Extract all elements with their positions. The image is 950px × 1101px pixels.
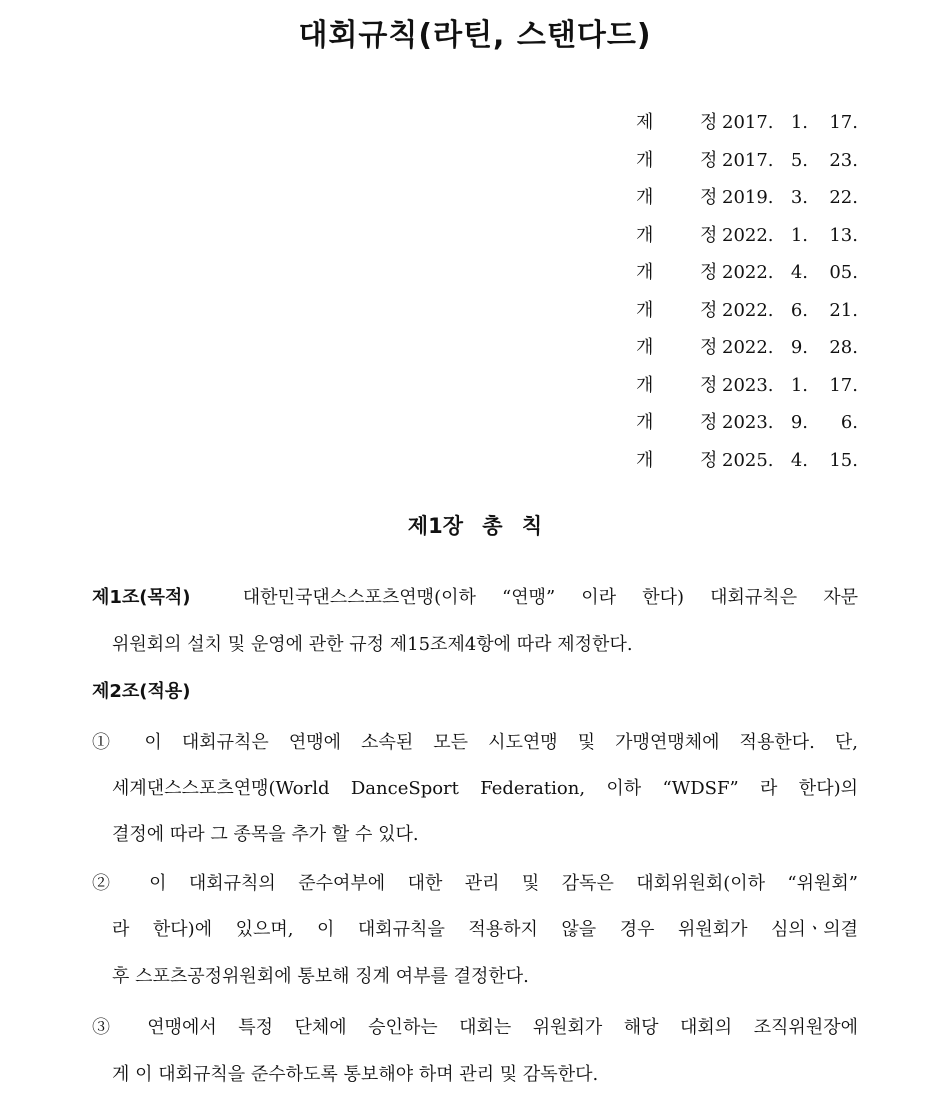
article-2-para-2-line-3: 후 스포츠공정위원회에 통보해 징계 여부를 결정한다.	[112, 966, 529, 987]
revision-month: 6.	[790, 299, 808, 321]
revision-row	[630, 179, 870, 216]
article-1-heading: 제1조(목적)	[92, 587, 191, 608]
revision-suffix: 정	[700, 449, 718, 471]
article-2-para-2-line-2: 라 한다)에 있으며, 이 대회규칙을 적용하지 않을 경우 위원회가 심의ㆍ의결	[112, 919, 858, 940]
article-2-para-3-line-2: 게 이 대회규칙을 준수하도록 통보해야 하며 관리 및 감독한다.	[112, 1064, 599, 1085]
revision-day: 05.	[829, 262, 858, 283]
revision-kind: 개	[636, 337, 654, 358]
revision-month: 1.	[790, 374, 808, 396]
revision-suffix: 정	[700, 187, 718, 208]
revision-day: 21.	[829, 299, 858, 321]
revision-row	[630, 104, 870, 141]
article-2-para-1-line-2: 세계댄스스포츠연맹(World DanceSport Federation, 이하 “WDSF” 라 한다)의	[112, 778, 858, 799]
revision-year: 2023.	[722, 374, 774, 396]
revision-month: 4.	[790, 262, 808, 283]
revision-month: 9.	[790, 412, 808, 433]
revision-year: 2019.	[722, 187, 774, 208]
revision-suffix: 정	[700, 262, 718, 283]
revision-year: 2022.	[722, 337, 774, 358]
article-2-para-1-line-3: 결정에 따라 그 종목을 추가 할 수 있다.	[112, 824, 419, 845]
revision-row	[630, 329, 870, 366]
revision-row	[630, 217, 870, 254]
revision-kind: 개	[636, 449, 654, 471]
revision-row	[630, 442, 870, 479]
revision-day: 13.	[829, 224, 858, 246]
revision-row	[630, 367, 870, 404]
article-1-text-1: 대한민국댄스스포츠연맹(이하 “연맹” 이라 한다) 대회규칙은 자문	[242, 587, 858, 608]
revision-kind: 개	[636, 374, 654, 396]
revision-year: 2022.	[722, 299, 774, 321]
revision-row	[630, 254, 870, 291]
document-title: 대회규칙(라틴, 스탠다드)	[298, 18, 652, 53]
revision-day: 15.	[829, 449, 858, 471]
revision-day: 28.	[829, 337, 858, 358]
revision-suffix: 정	[700, 112, 718, 133]
revision-suffix: 정	[700, 149, 718, 171]
revision-month: 1.	[790, 224, 808, 246]
revision-kind: 개	[636, 412, 654, 433]
article-2-para-3-line-1: ③ 연맹에서 특정 단체에 승인하는 대회는 위원회가 해당 대회의 조직위원장에	[92, 1017, 858, 1038]
revision-suffix: 정	[700, 374, 718, 396]
revision-kind: 개	[636, 224, 654, 246]
revision-day: 17.	[829, 112, 858, 133]
revision-year: 2017.	[722, 112, 774, 133]
revision-day: 23.	[829, 149, 858, 171]
revision-suffix: 정	[700, 337, 718, 358]
revision-suffix: 정	[700, 224, 718, 246]
revision-month: 4.	[790, 449, 808, 471]
revision-month: 1.	[790, 112, 808, 133]
revision-year: 2022.	[722, 224, 774, 246]
revision-year: 2022.	[722, 262, 774, 283]
revision-year: 2023.	[722, 412, 774, 433]
revision-month: 9.	[790, 337, 808, 358]
revision-suffix: 정	[700, 299, 718, 321]
revision-kind: 개	[636, 262, 654, 283]
article-2-para-1-line-1: ① 이 대회규칙은 연맹에 소속된 모든 시도연맹 및 가맹연맹체에 적용한다. 단,	[92, 732, 859, 753]
revision-day: 6.	[840, 412, 858, 433]
revision-kind: 제	[636, 112, 654, 133]
revision-kind: 개	[636, 187, 654, 208]
revision-suffix: 정	[700, 412, 718, 433]
revision-day: 17.	[829, 374, 858, 396]
article-1-line-2: 위원회의 설치 및 운영에 관한 규정 제15조제4항에 따라 제정한다.	[112, 634, 633, 655]
revision-day: 22.	[829, 187, 858, 208]
revision-year: 2025.	[722, 449, 774, 471]
revision-row	[630, 142, 870, 179]
article-1-line-1	[92, 583, 858, 609]
revision-row	[630, 404, 870, 441]
revision-kind: 개	[636, 149, 654, 171]
revision-kind: 개	[636, 299, 654, 321]
article-2-heading: 제2조(적용)	[92, 681, 191, 702]
chapter-title: 제1장 총 칙	[407, 514, 543, 538]
revision-row	[630, 292, 870, 329]
article-2-para-2-line-1: ② 이 대회규칙의 준수여부에 대한 관리 및 감독은 대회위원회(이하 “위원회”	[92, 873, 858, 894]
revision-month: 3.	[790, 187, 808, 208]
revision-month: 5.	[790, 149, 808, 171]
revision-year: 2017.	[722, 149, 774, 171]
